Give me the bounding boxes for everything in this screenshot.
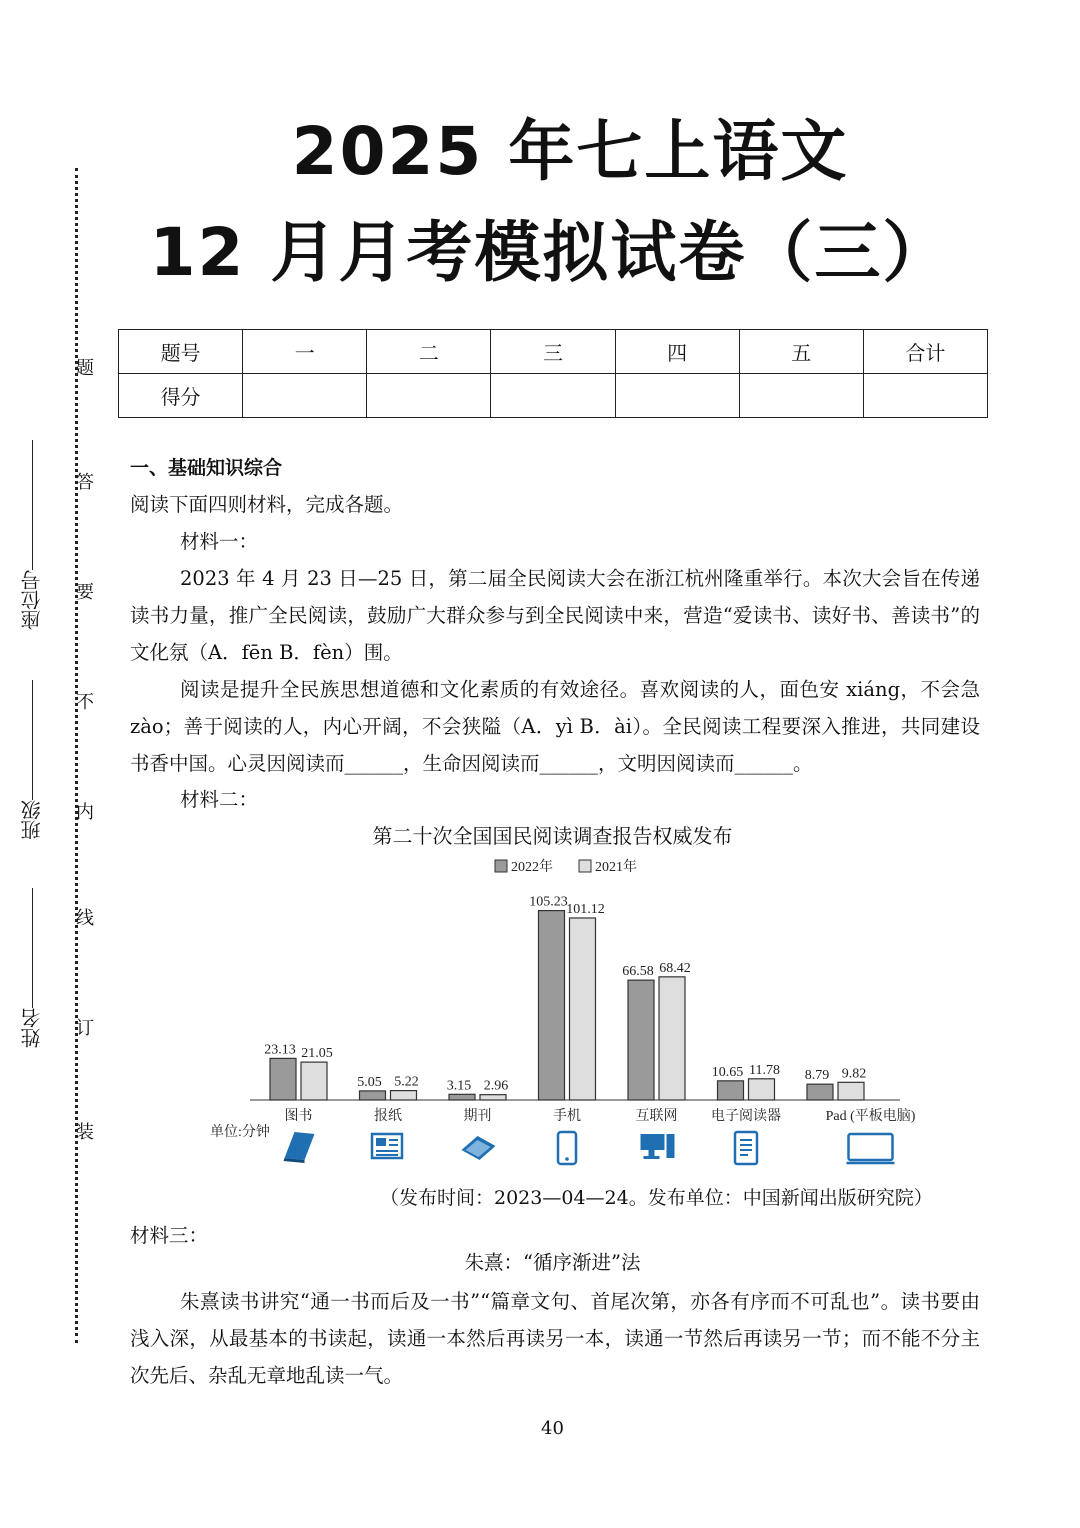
binding-char: 线 — [73, 908, 94, 926]
score-table-header-row — [119, 330, 988, 374]
binding-char: 题 — [73, 358, 94, 376]
page-title-line2: 12 月月考模拟试卷（三） — [149, 214, 951, 291]
bar — [628, 980, 654, 1100]
score-header-cell: 题号 — [119, 330, 243, 374]
chart-source-note: （发布时间：2023—04—24。发布单位：中国新闻出版研究院） — [380, 1187, 933, 1209]
e-reader-icon — [735, 1132, 757, 1164]
section-heading: 一、基础知识综合 — [130, 457, 283, 479]
material2-label: 材料二： — [180, 788, 259, 811]
score-table — [118, 329, 988, 418]
category-label: 电子阅读器 — [711, 1109, 781, 1124]
bar — [659, 977, 685, 1100]
score-input-cell[interactable] — [491, 374, 615, 418]
score-header-cell: 一 — [243, 330, 367, 374]
magazine-icon — [462, 1136, 496, 1160]
class-field[interactable] — [22, 680, 42, 840]
score-header-cell: 五 — [739, 330, 863, 374]
material1-paragraph2: 阅读是提升全民族思想道德和文化素质的有效途径。喜欢阅读的人，面色安 xiáng，不会急 zào；善于阅读的人，内心开阔，不会狭隘（A．yì B．ài）。全民阅读工程要深入推进，共同建设书香中国。心灵因阅读而______，生命因阅读而______，文明因阅读而______。 — [130, 678, 980, 775]
value-label: 5.05 — [357, 1074, 382, 1090]
class-label: 班级 — [20, 800, 44, 840]
chart-title: 第二十次全国国民阅读调查报告权威发布 — [372, 824, 733, 848]
category-label: 期刊 — [463, 1109, 492, 1124]
category-label: 互联网 — [635, 1109, 678, 1124]
bar — [391, 1091, 417, 1100]
score-header-cell: 二 — [367, 330, 491, 374]
material3-label: 材料三： — [130, 1224, 209, 1247]
score-input-cell[interactable] — [739, 374, 863, 418]
binding-char: 要 — [73, 582, 94, 600]
name-field[interactable] — [22, 888, 42, 1048]
name-label: 姓名 — [20, 1008, 44, 1048]
binding-char: 不 — [73, 692, 94, 710]
desktop-computer-icon — [641, 1134, 675, 1159]
category-label: Pad (平板电脑) — [825, 1109, 916, 1124]
newspaper-icon — [372, 1134, 402, 1158]
value-label: 5.22 — [394, 1074, 419, 1090]
section-instruction: 阅读下面四则材料，完成各题。 — [130, 493, 404, 516]
bar — [749, 1079, 775, 1100]
binding-char: 内 — [73, 802, 94, 820]
score-header-cell: 四 — [615, 330, 739, 374]
material3-paragraph1: 朱熹读书讲究“通一书而后及一书”“篇章文句、首尾次第，亦各有序而不可乱也”。读书要由浅入深，从最基本的书读起，读通一本然后再读另一本，读通一节然后再读另一节；而不能不分主次先后、杂乱无章地乱读一气。 — [130, 1290, 980, 1387]
bar — [480, 1095, 506, 1100]
score-header-cell: 三 — [491, 330, 615, 374]
value-label: 3.15 — [446, 1078, 472, 1094]
legend-label: 2022年 — [511, 860, 553, 875]
value-label: 8.79 — [804, 1068, 830, 1084]
material1-label: 材料一： — [180, 530, 259, 553]
bar — [270, 1058, 296, 1100]
score-table-score-row — [119, 374, 988, 418]
category-label: 图书 — [284, 1109, 313, 1124]
material3-title: 朱熹：“循序渐进”法 — [464, 1251, 641, 1274]
legend-swatch — [495, 860, 507, 872]
category-label: 报纸 — [374, 1109, 402, 1124]
value-label: 23.13 — [264, 1042, 296, 1058]
binding-char: 订 — [73, 1018, 94, 1036]
phone-icon — [558, 1132, 576, 1164]
score-row-label: 得分 — [119, 374, 243, 418]
category-label: 手机 — [553, 1109, 581, 1124]
reading-time-bar-chart — [200, 850, 920, 1175]
score-input-cell[interactable] — [863, 374, 987, 418]
value-label: 68.42 — [659, 960, 691, 976]
name-line[interactable] — [32, 888, 33, 1008]
book-icon — [284, 1132, 315, 1163]
value-label: 2.96 — [483, 1078, 509, 1094]
bar — [449, 1094, 475, 1100]
material1-paragraph1: 2023 年 4 月 23 日—25 日，第二届全民阅读大会在浙江杭州隆重举行。本次大会旨在传递读书力量，推广全民阅读，鼓励广大群众参与到全民阅读中来，营造“爱读书、读好书、善读书”的文化氛（A．fēn B．fèn）围。 — [130, 567, 980, 664]
bar — [301, 1062, 327, 1100]
seat-number-label: 座位号 — [20, 570, 44, 630]
score-input-cell[interactable] — [243, 374, 367, 418]
legend-swatch — [579, 860, 591, 872]
bar — [807, 1084, 833, 1100]
bar — [360, 1091, 386, 1100]
score-input-cell[interactable] — [615, 374, 739, 418]
tablet-icon — [847, 1134, 895, 1163]
page-title-line1: 2025 年七上语文 — [291, 113, 849, 190]
legend-label: 2021年 — [595, 860, 637, 875]
value-label: 21.05 — [301, 1046, 333, 1062]
value-label: 105.23 — [529, 894, 568, 910]
binding-char: 答 — [73, 472, 94, 490]
bar — [570, 918, 596, 1100]
class-line[interactable] — [32, 680, 33, 800]
value-label: 66.58 — [622, 964, 654, 980]
unit-label: 单位:分钟 — [210, 1125, 270, 1140]
seat-number-field[interactable] — [22, 440, 42, 630]
page-number: 40 — [541, 1418, 564, 1439]
value-label: 101.12 — [566, 901, 605, 917]
score-input-cell[interactable] — [367, 374, 491, 418]
score-header-cell: 合计 — [863, 330, 987, 374]
bar — [838, 1082, 864, 1100]
value-label: 11.78 — [749, 1062, 780, 1078]
value-label: 10.65 — [711, 1064, 744, 1080]
seat-number-line[interactable] — [32, 440, 33, 570]
bar — [539, 911, 565, 1100]
binding-char: 装 — [73, 1122, 94, 1140]
binding-dotted-line — [75, 168, 78, 1343]
value-label: 9.82 — [841, 1066, 867, 1082]
bar — [718, 1081, 744, 1100]
